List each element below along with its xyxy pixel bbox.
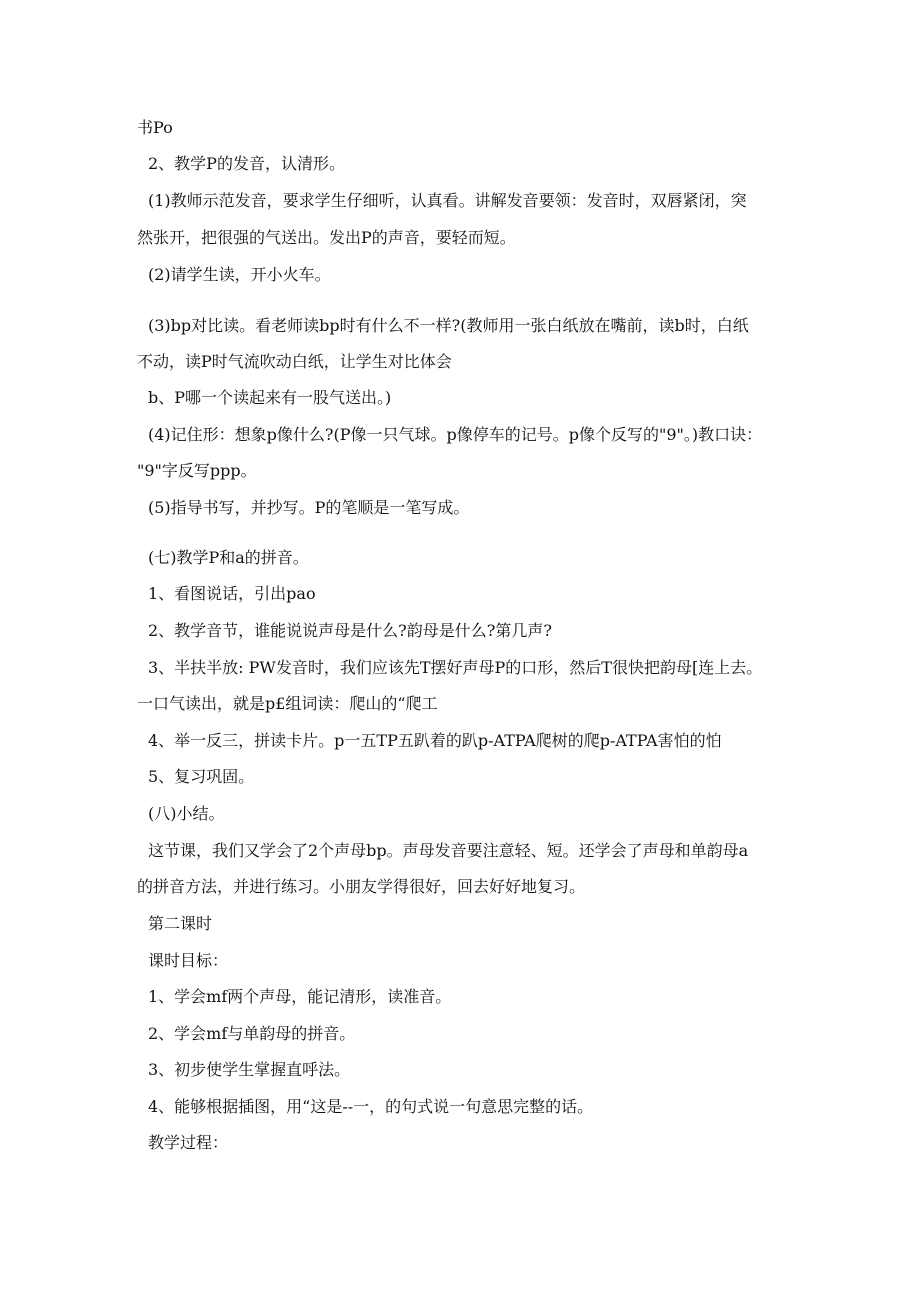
text-line: 然张开，把很强的气送出。发出P的声音，要轻而短。: [137, 228, 516, 247]
text-line: b、P哪一个读起来有一股气送出。): [148, 388, 392, 407]
text-line: 3、初步使学生掌握直呼法。: [148, 1060, 351, 1079]
text-line: (4)记住形：想象p像什么?(P像一只气球。p像停车的记号。p像个反写的"9"。)教口诀：: [148, 425, 763, 444]
text-line: 教学过程：: [148, 1133, 229, 1152]
text-line: 的拼音方法，并进行练习。小朋友学得很好，回去好好地复习。: [137, 877, 586, 896]
text-line: "9"字反写ppp。: [137, 461, 257, 480]
text-line: 5、复习巩固。: [148, 767, 255, 786]
text-line: 4、能够根据插图，用“这是--一，的句式说一句意思完整的话。: [148, 1097, 594, 1116]
text-line: (七)教学P和a的拼音。: [148, 548, 309, 567]
text-line: 不动，读P时气流吹动白纸，让学生对比体会: [137, 352, 452, 371]
text-line: (1)教师示范发音，要求学生仔细听，认真看。讲解发音要领：发音时，双唇紧闭，突: [148, 191, 747, 210]
text-line: 1、学会mf两个声母，能记清形，读准音。: [148, 987, 452, 1006]
text-line: (3)bp对比读。看老师读bp时有什么不一样?(教师用一张白纸放在嘴前，读b时，白纸: [148, 316, 749, 335]
text-line: 课时目标：: [148, 951, 229, 970]
text-line: 3、半扶半放: PW发音时，我们应该先T摆好声母P的口形，然后T很快把韵母[连上去。: [148, 658, 763, 677]
text-line: (2)请学生读，开小火车。: [148, 265, 331, 284]
text-line: 1、看图说话，引出pao: [148, 584, 316, 603]
text-line: 2、教学音节，谁能说说声母是什么?韵母是什么?第几声?: [148, 621, 552, 640]
text-line: (5)指导书写，并抄写。P的笔顺是一笔写成。: [148, 498, 470, 517]
text-line: 一口气读出，就是p£组词读：爬山的“爬工: [137, 694, 438, 713]
text-line: 2、学会mf与单韵母的拼音。: [148, 1024, 356, 1043]
text-line: (八)小结。: [148, 804, 225, 823]
text-line: 第二课时: [148, 914, 213, 933]
text-line: 书Po: [137, 118, 173, 137]
text-line: 这节课，我们又学会了2个声母bp。声母发音要注意轻、短。还学会了声母和单韵母a: [148, 841, 749, 860]
text-line: 4、举一反三，拼读卡片。p一五TP五趴着的趴p-ATPA爬树的爬p-ATPA害怕的怕: [148, 731, 722, 750]
text-line: 2、教学P的发音，认清形。: [148, 154, 345, 173]
